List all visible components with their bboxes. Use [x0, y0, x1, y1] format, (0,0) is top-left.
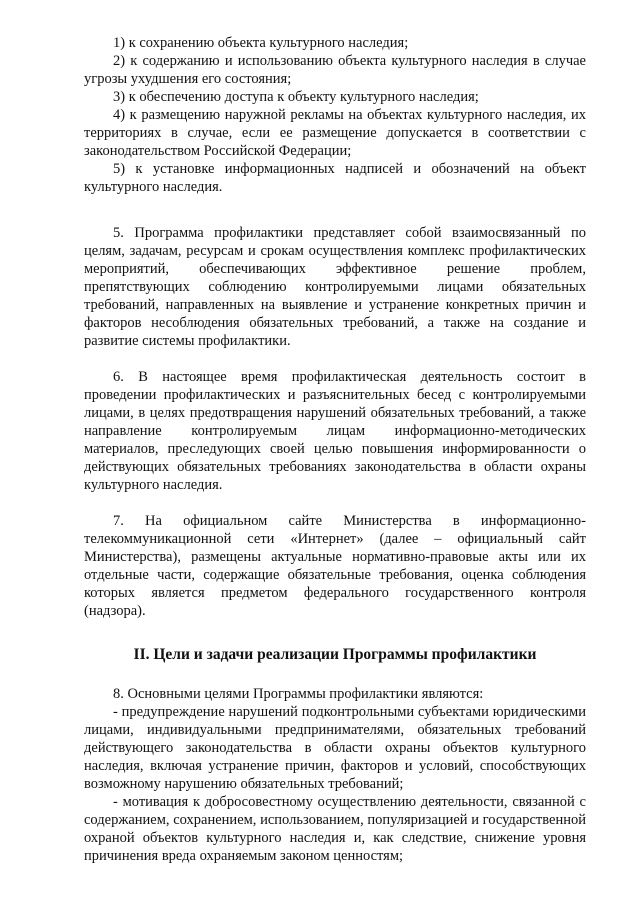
paragraph-5: 5. Программа профилактики представляет собой взаимосвязанный по целям, задачам, ресурсам и срокам осуществления комплекс профилактических мероприятий, обеспечивающих эффективное решение проблем, препятствующих соблюдению контролируемыми лицами обязательных требований, направленных на выявление и устранение конкретных причин и факторов несоблюдения обязательных требований, а также на создание и развитие системы профилактики. — [84, 225, 586, 349]
list-item-2: 2) к содержанию и использованию объекта культурного наследия в случае угрозы ухудшения его состояния; — [84, 53, 586, 87]
bullet-item-1: - предупреждение нарушений подконтрольными субъектами юридическими лицами, индивидуальными предпринимателями, обязательных требований действующего законодательства в области охраны объектов культурного наследия, включая устранение причин, факторов и условий, способствующих возможному нарушению обязательных требований; — [84, 704, 586, 792]
section-heading: II. Цели и задачи реализации Программы профилактики — [133, 646, 537, 663]
list-item-4: 4) к размещению наружной рекламы на объектах культурного наследия, их территориях в случае, если ее размещение допускается в соответствии с законодательством Российской Федерации; — [84, 107, 586, 159]
paragraph-6: 6. В настоящее время профилактическая деятельность состоит в проведении профилактических и разъяснительных бесед с контролируемыми лицами, в целях предотвращения нарушений обязательных требований, а также направление контролируемым лицам информационно-методических материалов, преследующих своей целью повышения информированности о действующих обязательных требованиях законодательства в области охраны культурного наследия. — [84, 369, 586, 493]
list-item-3: 3) к обеспечению доступа к объекту культурного наследия; — [113, 89, 479, 105]
paragraph-7: 7. На официальном сайте Министерства в информационно-телекоммуникационной сети «Интернет» (далее – официальный сайт Министерства), размещены актуальные нормативно-правовые акты или их отдельные части, содержащие обязательные требования, оценка соблюдения которых является предметом федерального государственного контроля (надзора). — [84, 513, 586, 619]
list-item-1: 1) к сохранению объекта культурного наследия; — [113, 35, 409, 51]
list-item-5: 5) к установке информационных надписей и обозначений на объект культурного наследия. — [84, 161, 586, 195]
paragraph-8: 8. Основными целями Программы профилактики являются: — [113, 686, 484, 702]
bullet-item-2: - мотивация к добросовестному осуществлению деятельности, связанной с содержанием, сохранением, использованием, популяризацией и государственной охраной объектов культурного наследия и, как следствие, снижение уровня причинения вреда охраняемым законом ценностям; — [84, 794, 586, 864]
